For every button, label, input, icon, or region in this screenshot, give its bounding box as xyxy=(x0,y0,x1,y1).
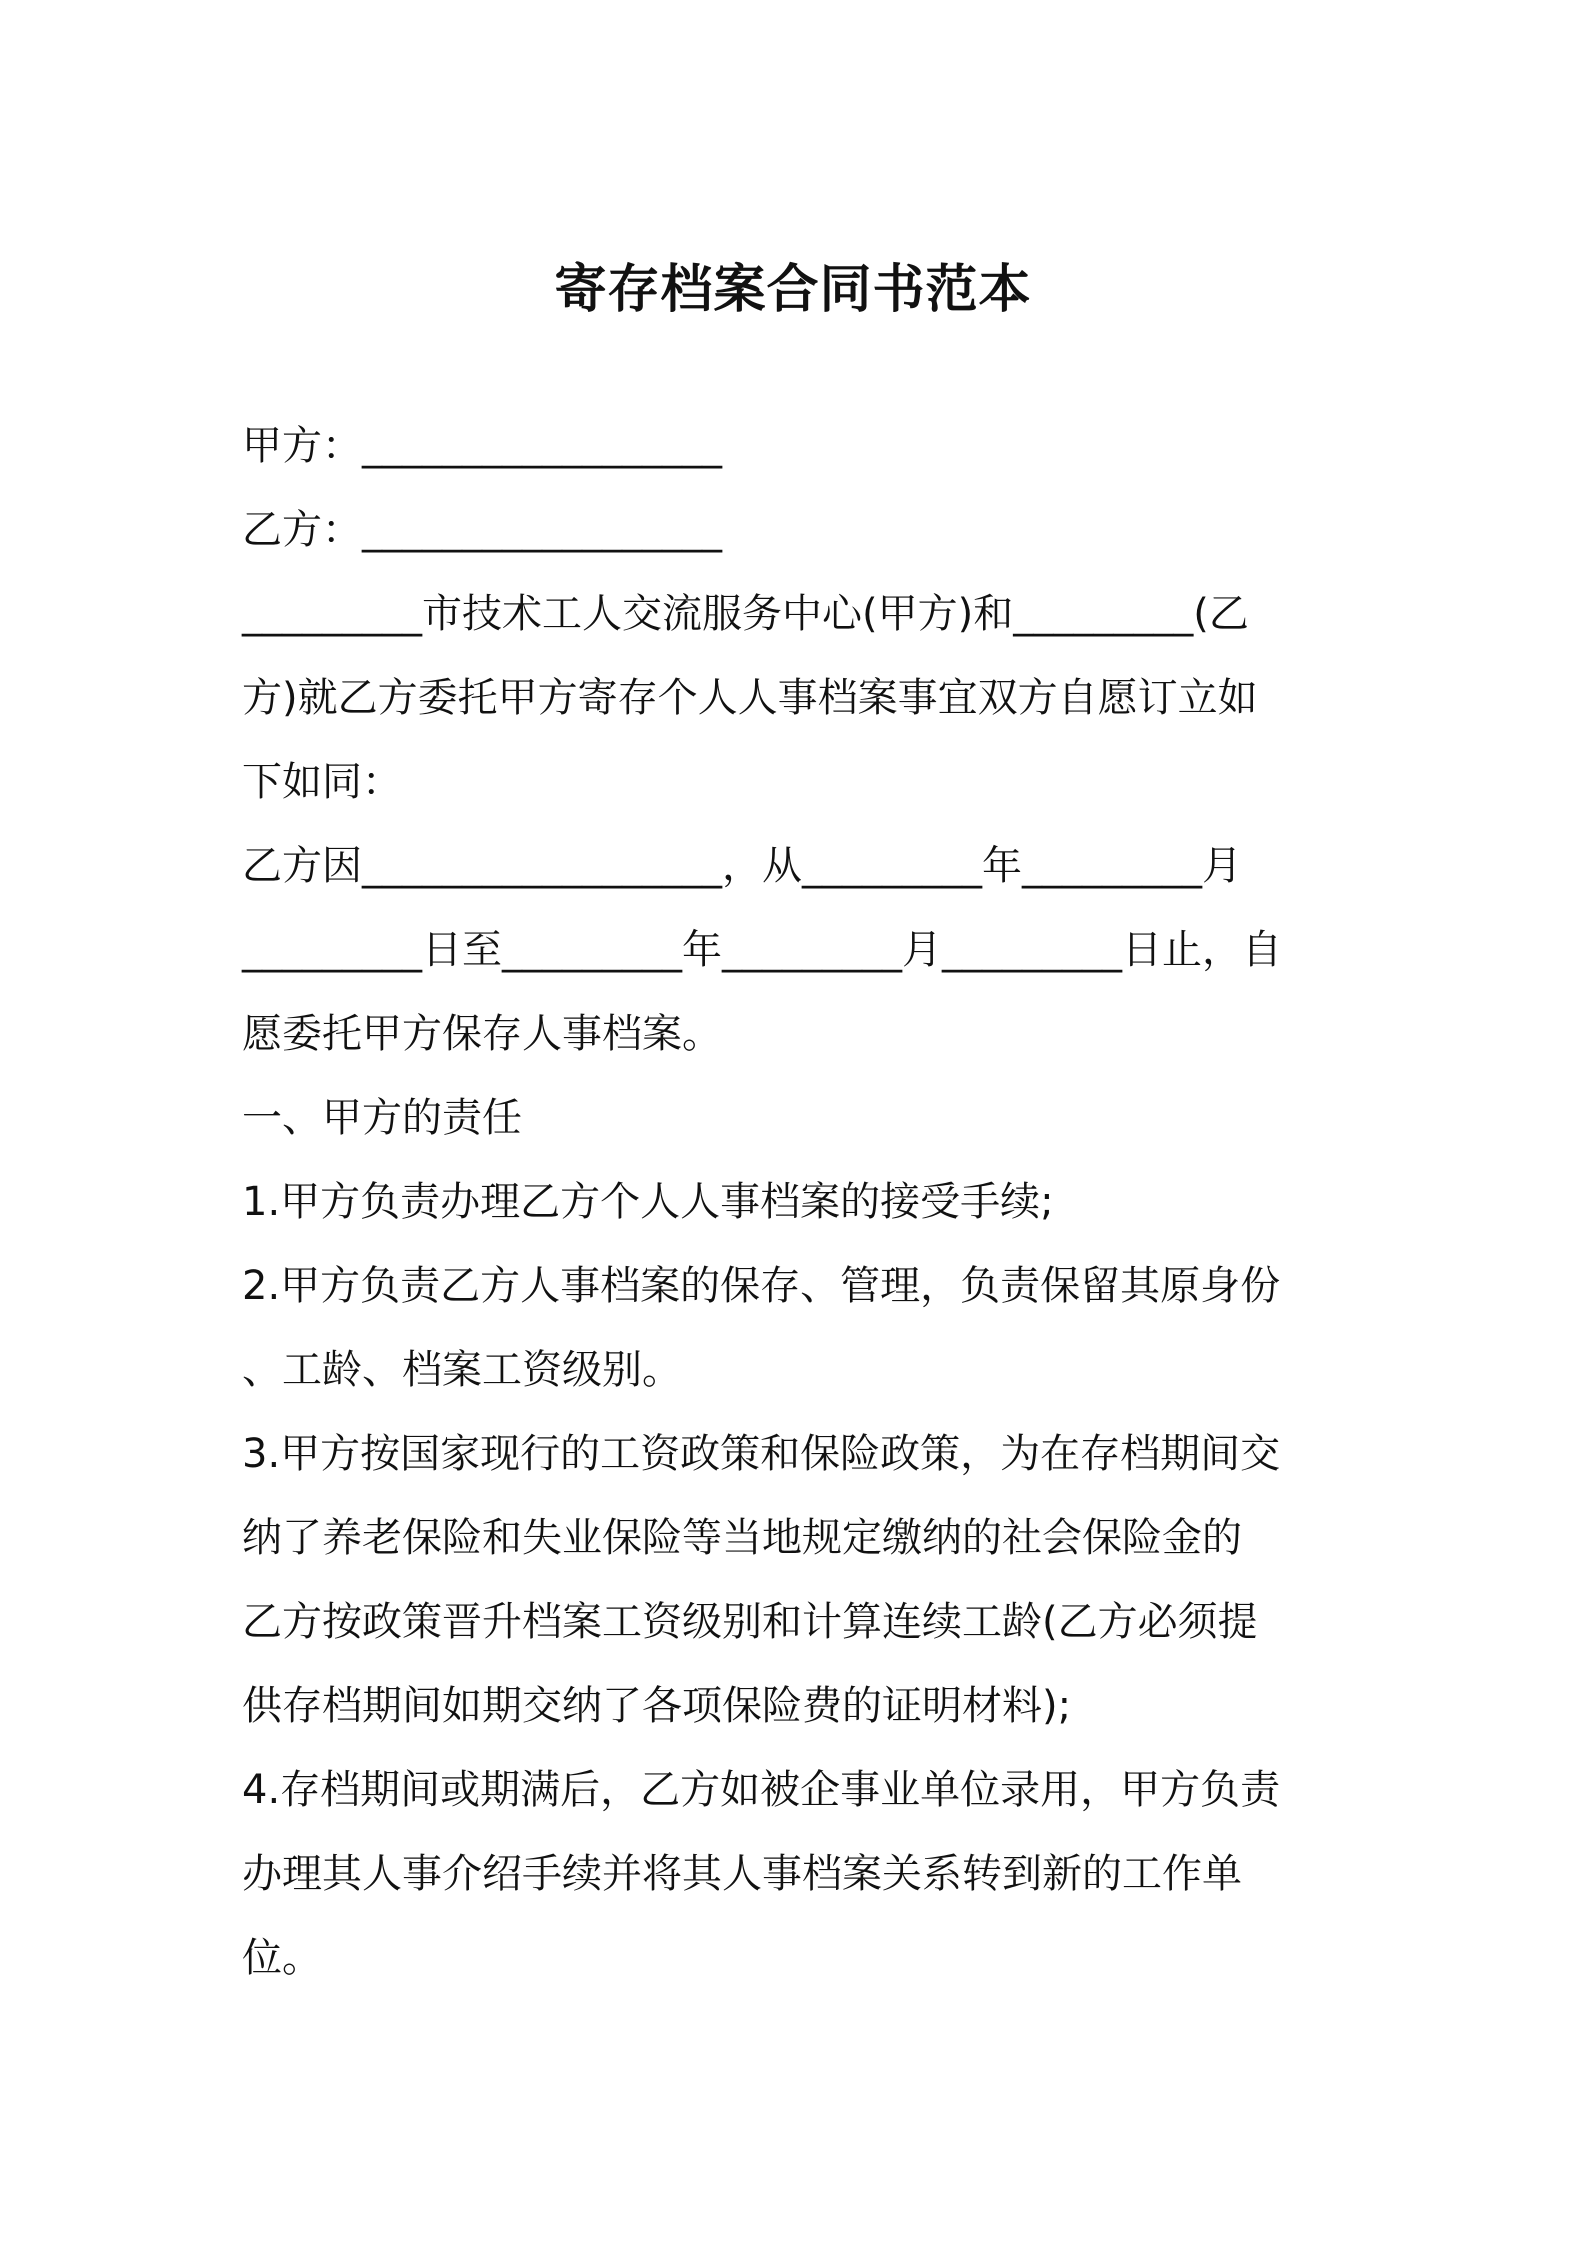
clause-line: 4.存档期间或期满后，乙方如被企事业单位录用，甲方负责 xyxy=(242,1767,1281,1813)
clause-line: 乙方按政策晋升档案工资级别和计算连续工龄(乙方必须提 xyxy=(242,1599,1258,1645)
clause-line: 位。 xyxy=(242,1935,322,1981)
party-a-line: 甲方：__________________ xyxy=(242,423,722,469)
intro-paragraph-line: _________市技术工人交流服务中心(甲方)和_________(乙 xyxy=(242,591,1249,637)
clause-line: 、工龄、档案工资级别。 xyxy=(242,1347,682,1393)
clause-line: 3.甲方按国家现行的工资政策和保险政策，为在存档期间交 xyxy=(242,1431,1281,1477)
document-title: 寄存档案合同书范本 xyxy=(554,260,1032,320)
clause-line: 办理其人事介绍手续并将其人事档案关系转到新的工作单 xyxy=(242,1851,1242,1897)
term-paragraph-line: 乙方因__________________，从_________年_________月 xyxy=(242,843,1242,889)
intro-paragraph-line: 方)就乙方委托甲方寄存个人人事档案事宜双方自愿订立如 xyxy=(242,675,1258,721)
clause-line: 2.甲方负责乙方人事档案的保存、管理，负责保留其原身份 xyxy=(242,1263,1281,1309)
term-paragraph-line: _________日至_________年_________月_________日止，自 xyxy=(242,927,1282,973)
clause-line: 1.甲方负责办理乙方个人人事档案的接受手续; xyxy=(242,1179,1054,1225)
intro-paragraph-line: 下如同： xyxy=(242,759,402,805)
clause-line: 供存档期间如期交纳了各项保险费的证明材料); xyxy=(242,1683,1072,1729)
section-heading: 一、甲方的责任 xyxy=(242,1095,522,1141)
party-b-line: 乙方：__________________ xyxy=(242,507,722,553)
contract-body xyxy=(242,404,1352,2000)
clause-line: 纳了养老保险和失业保险等当地规定缴纳的社会保险金的 xyxy=(242,1515,1242,1561)
term-paragraph-line: 愿委托甲方保存人事档案。 xyxy=(242,1011,722,1057)
